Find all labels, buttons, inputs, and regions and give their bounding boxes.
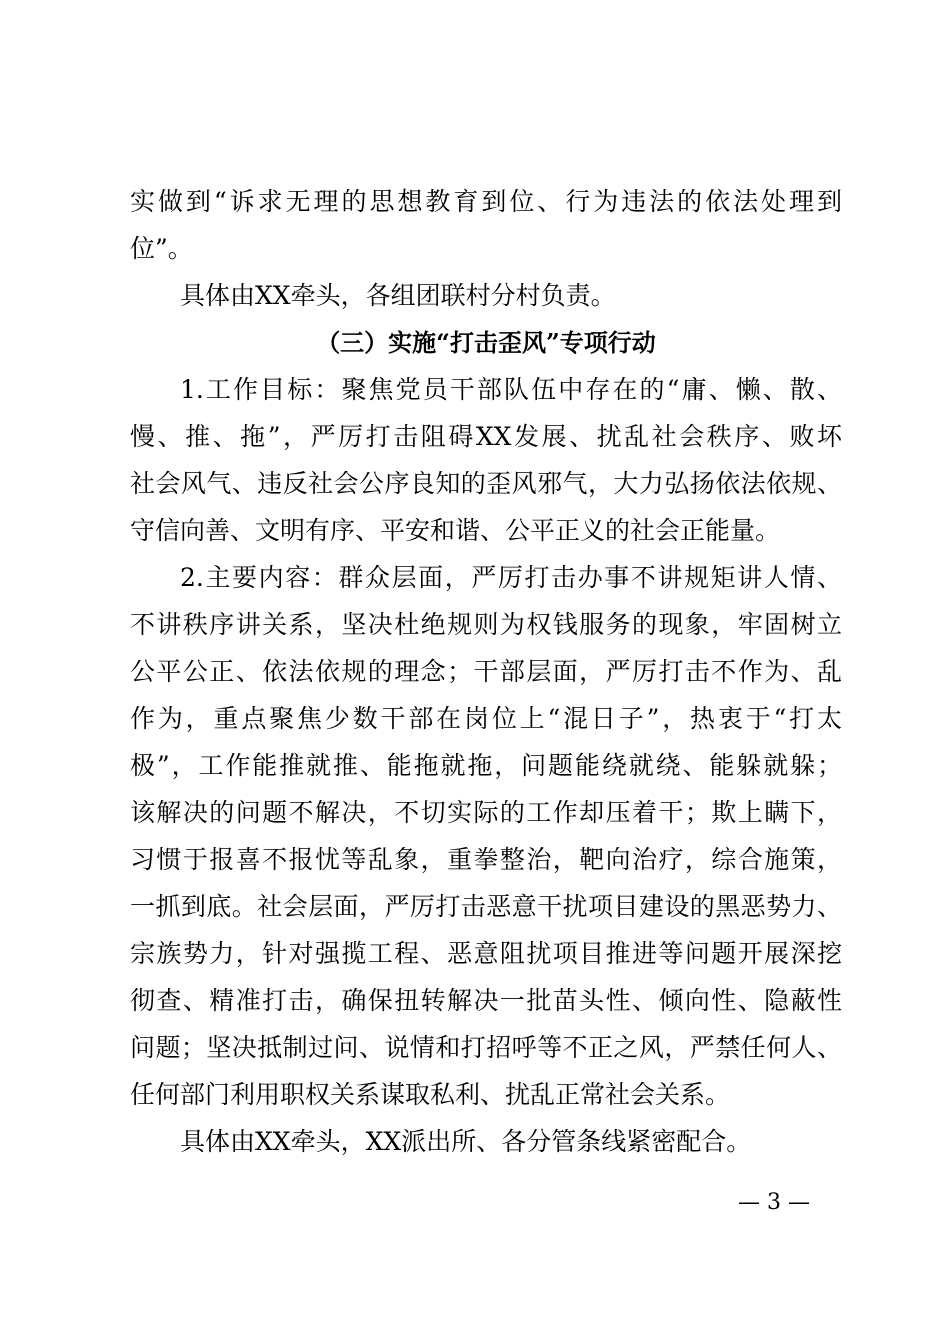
paragraph-line: 作为，重点聚焦少数干部在岗位上“混日子”，热衷于“打太 (130, 704, 842, 733)
paragraph-line: 具体由XX牵头，XX派出所、各分管条线紧密配合。 (180, 1127, 752, 1156)
paragraph-line: 2.主要内容：群众层面，严厉打击办事不讲规矩讲人情、 (180, 563, 842, 592)
paragraph-line: 彻查、精准打击，确保扭转解决一批苗头性、倾向性、隐蔽性 (130, 986, 842, 1015)
paragraph-line: 问题；坚决抵制过问、说情和打招呼等不正之风，严禁任何人、 (130, 1033, 842, 1062)
paragraph-line: 该解决的问题不解决，不切实际的工作却压着干；欺上瞒下， (130, 798, 842, 827)
paragraph-line: 位”。 (130, 234, 193, 263)
page-number: — 3 — (738, 1190, 810, 1215)
paragraph-line: 极”，工作能推就推、能拖就拖，问题能绕就绕、能躲就躲； (130, 751, 842, 780)
paragraph-line: 习惯于报喜不报忧等乱象，重拳整治，靶向治疗，综合施策， (130, 845, 842, 874)
section-heading: （三）实施“打击歪风”专项行动 (316, 328, 656, 357)
paragraph-line: 社会风气、违反社会公序良知的歪风邪气，大力弘扬依法依规、 (130, 469, 842, 498)
paragraph-line: 不讲秩序讲关系，坚决杜绝规则为权钱服务的现象，牢固树立 (130, 610, 842, 639)
paragraph-line: 慢、推、拖”，严厉打击阻碍XX发展、扰乱社会秩序、败坏 (130, 422, 842, 451)
paragraph-line: 具体由XX牵头，各组团联村分村负责。 (180, 281, 616, 310)
paragraph-line: 公平公正、依法依规的理念；干部层面，严厉打击不作为、乱 (130, 657, 842, 686)
paragraph-line: 宗族势力，针对强揽工程、恶意阻扰项目推进等问题开展深挖 (130, 939, 842, 968)
paragraph-line: 一抓到底。社会层面，严厉打击恶意干扰项目建设的黑恶势力、 (130, 892, 842, 921)
document-body (130, 178, 842, 1165)
paragraph-line: 实做到“诉求无理的思想教育到位、行为违法的依法处理到 (130, 187, 842, 216)
paragraph-line: 任何部门利用职权关系谋取私利、扰乱正常社会关系。 (130, 1080, 731, 1109)
paragraph-line: 1.工作目标：聚焦党员干部队伍中存在的“庸、懒、散、 (180, 375, 842, 404)
paragraph-line: 守信向善、文明有序、平安和谐、公平正义的社会正能量。 (130, 516, 781, 545)
